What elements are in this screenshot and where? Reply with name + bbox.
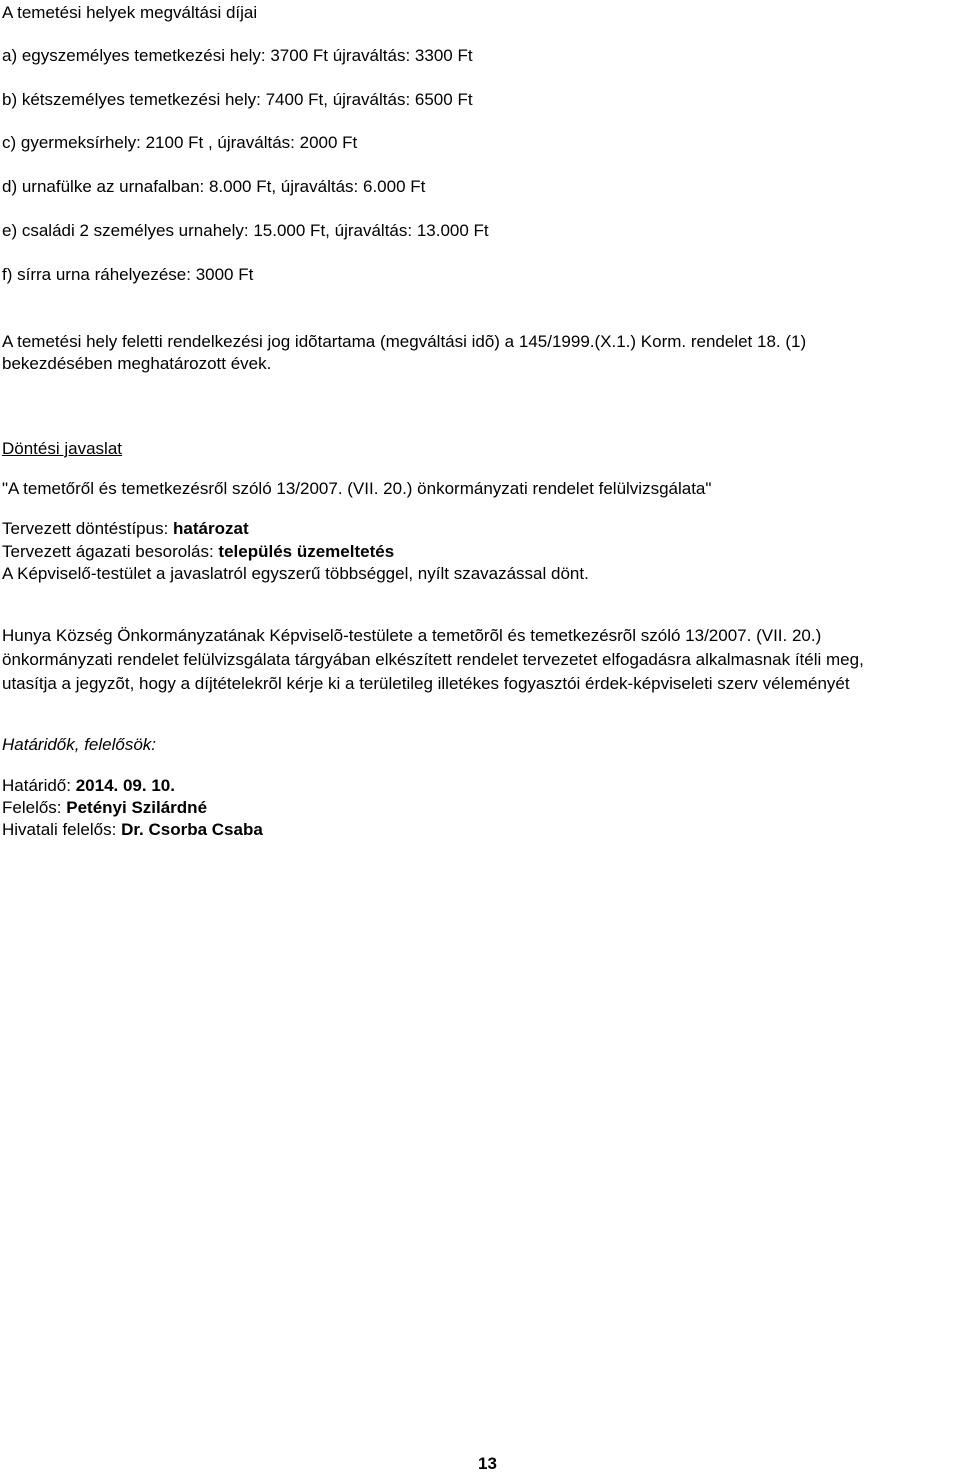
deadline-value: 2014. 09. 10.: [75, 776, 175, 795]
voting-rule: A Képviselő-testület a javaslatról egyszerű többséggel, nyílt szavazással dönt.: [2, 564, 589, 583]
sector-label: Tervezett ágazati besorolás:: [2, 542, 219, 561]
page-number: 13: [478, 1454, 497, 1473]
decision-type-label: Tervezett döntéstípus:: [2, 519, 174, 538]
fees-note-line1: A temetési hely feletti rendelkezési jog idõtartama (megváltási idõ) a 145/1999.(X.1.) Korm. rendelet 18. (1): [2, 332, 807, 351]
deadline: [2, 775, 175, 796]
deadline-label: Határidő:: [2, 776, 76, 795]
proposal-heading: Döntési javaslat: [2, 439, 123, 458]
proposal-subject: "A temetőről és temetkezésről szóló 13/2007. (VII. 20.) önkormányzati rendelet felülvizsgálata": [2, 479, 712, 498]
sector-value: település üzemeltetés: [218, 542, 395, 561]
responsible: [2, 797, 207, 818]
fees-note-line2: bekezdésében meghatározott évek.: [2, 354, 272, 373]
fee-item-d: d) urnafülke az urnafalban: 8.000 Ft, újraváltás: 6.000 Ft: [2, 177, 426, 196]
resolution-line3: utasítja a jegyzõt, hogy a díjtételekrõl kérje ki a területileg illetékes fogyasztói érdek-képviseleti szerv véleményét: [2, 674, 850, 693]
fees-title: A temetési helyek megváltási díjai: [2, 3, 258, 22]
office-responsible-label: Hivatali felelős:: [2, 820, 122, 839]
fee-item-e: e) családi 2 személyes urnahely: 15.000 Ft, újraváltás: 13.000 Ft: [2, 221, 489, 240]
responsible-label: Felelős:: [2, 798, 67, 817]
responsible-value: Petényi Szilárdné: [66, 798, 208, 817]
fee-item-a: a) egyszemélyes temetkezési hely: 3700 Ft újraváltás: 3300 Ft: [2, 46, 473, 65]
office-responsible: [2, 819, 263, 840]
resolution-line1: Hunya Község Önkormányzatának Képviselõ-testülete a temetõrõl és temetkezésrõl szóló 13/2007. (VII. 20.): [2, 626, 822, 645]
resolution-line2: önkormányzati rendelet felülvizsgálata tárgyában elkészített rendelet tervezetet elfogadásra alkalmasnak ítéli meg,: [2, 650, 864, 669]
decision-type: [2, 518, 249, 539]
decision-type-value: határozat: [173, 519, 249, 538]
fee-item-f: f) sírra urna ráhelyezése: 3000 Ft: [2, 265, 254, 284]
sector-classification: [2, 541, 394, 562]
fee-item-c: c) gyermeksírhely: 2100 Ft , újraváltás: 2000 Ft: [2, 133, 358, 152]
deadlines-heading: Határidők, felelősök:: [2, 735, 157, 754]
fee-item-b: b) kétszemélyes temetkezési hely: 7400 Ft, újraváltás: 6500 Ft: [2, 90, 473, 109]
office-responsible-value: Dr. Csorba Csaba: [121, 820, 263, 839]
